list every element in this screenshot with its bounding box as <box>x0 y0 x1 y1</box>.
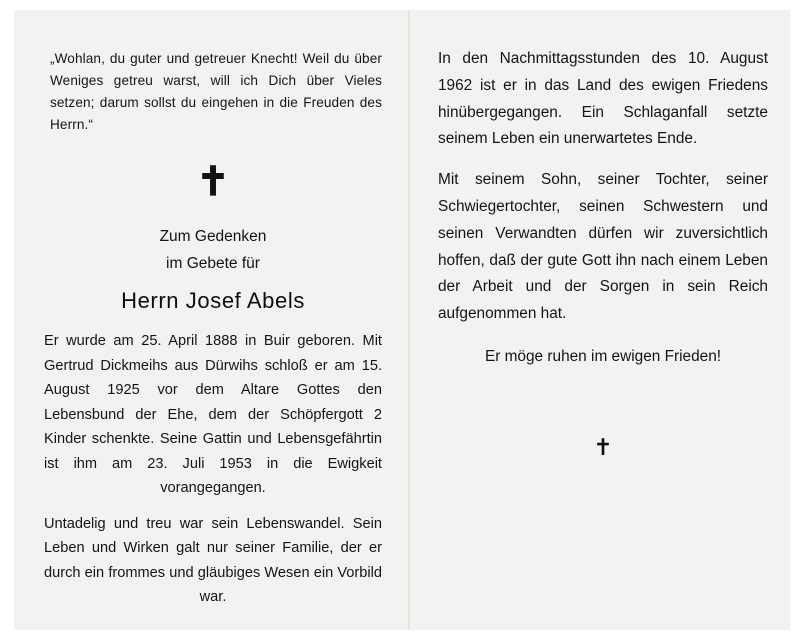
right-page <box>408 10 790 630</box>
obituary-paragraph-2: Mit seinem Sohn, seiner Tochter, seiner Schwiegertochter, seinen Schwestern und seinen Verwandten dürfen wir zuversichtlich hoffen, daß der gute Gott ihn nach einem Leben der Arbeit und der Sorgen in sein Reich aufgenommen hat. <box>438 171 768 323</box>
scan-edge-right <box>790 0 800 640</box>
scan-edge-left <box>0 0 14 640</box>
scripture-quote: „Wohlan, du guter und getreuer Knecht! Weil du über Weniges getreu warst, will ich Dich über Vieles setzen; darum sollst du eingehen in die Freuden des Herrn.“ <box>50 51 382 133</box>
dedication-line-2: im Gebete für <box>166 255 260 273</box>
biography-paragraph-1: Er wurde am 25. April 1888 in Buir geboren. Mit Gertrud Dickmeihs aus Dürwihs schloß er am 15. August 1925 vor dem Altare Gottes den Lebensbund der Ehe, dem der Schöpfergott 2 Kinder schenkte. Seine Gattin und Lebensgefährtin ist ihm am 23. Juli 1953 in die Ewigkeit vorangegangen. <box>44 333 382 497</box>
cross-icon: ✝ <box>196 159 230 205</box>
obituary-paragraph-1: In den Nachmittagsstunden des 10. August 1962 ist er in das Land des ewigen Friedens hinübergegangen. Ein Schlaganfall setzte seinem Leben ein unerwartetes Ende. <box>438 50 768 148</box>
deceased-name: Herrn Josef Abels <box>121 288 305 314</box>
card-columns <box>14 10 790 630</box>
closing-blessing: Er möge ruhen im ewigen Frieden! <box>484 347 722 365</box>
cross-icon-small: ✝ <box>593 435 613 461</box>
dedication-line-1: Zum Gedenken <box>159 228 267 246</box>
biography-paragraph-2: Untadelig und treu war sein Lebenswandel. Sein Leben und Wirken galt nur seiner Familie, der er durch ein frommes und gläubiges Wesen ein Vorbild war. <box>44 515 382 606</box>
scan-edge-bottom <box>0 630 800 640</box>
left-page <box>14 10 408 630</box>
scan-edge-top <box>0 0 800 10</box>
